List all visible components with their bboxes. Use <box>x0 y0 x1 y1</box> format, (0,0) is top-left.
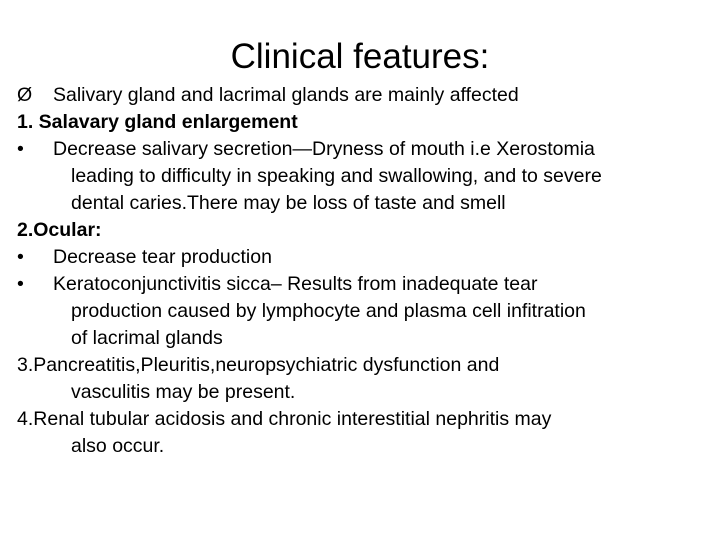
section2-heading: 2.Ocular: <box>17 219 102 241</box>
section3-line-1: 3.Pancreatitis,Pleuritis,neuropsychiatric dysfunction and <box>17 354 500 376</box>
slide-title: Clinical features: <box>230 37 490 76</box>
section4-line-2: also occur. <box>71 435 165 457</box>
section1-line-1: Decrease salivary secretion—Dryness of mouth i.e Xerostomia <box>53 138 595 160</box>
section1-line-3: dental caries.There may be loss of taste and smell <box>71 192 506 214</box>
bullet-icon: • <box>17 273 24 295</box>
section1-bullet-item <box>17 136 707 163</box>
slide-content <box>17 82 707 460</box>
intro-item <box>17 82 707 109</box>
section2-item-2-line-1: Keratoconjunctivitis sicca– Results from inadequate tear <box>53 273 538 295</box>
bullet-icon: • <box>17 138 24 160</box>
intro-text: Salivary gland and lacrimal glands are mainly affected <box>53 84 519 106</box>
section2-item-1: Decrease tear production <box>53 246 272 268</box>
section2-item-2-line-2: production caused by lymphocyte and plasma cell infitration <box>71 300 586 322</box>
section4-line-1: 4.Renal tubular acidosis and chronic interestitial nephritis may <box>17 408 552 430</box>
section1-heading: 1. Salavary gland enlargement <box>17 111 298 133</box>
section2-item-2-line-3: of lacrimal glands <box>71 327 223 349</box>
section1-line-2: leading to difficulty in speaking and swallowing, and to severe <box>71 165 602 187</box>
arrow-bullet-icon: Ø <box>17 84 33 106</box>
bullet-icon: • <box>17 246 24 268</box>
section2-bullet-item-1 <box>17 244 707 271</box>
section3-line-2: vasculitis may be present. <box>71 381 296 403</box>
section2-bullet-item-2 <box>17 271 707 298</box>
